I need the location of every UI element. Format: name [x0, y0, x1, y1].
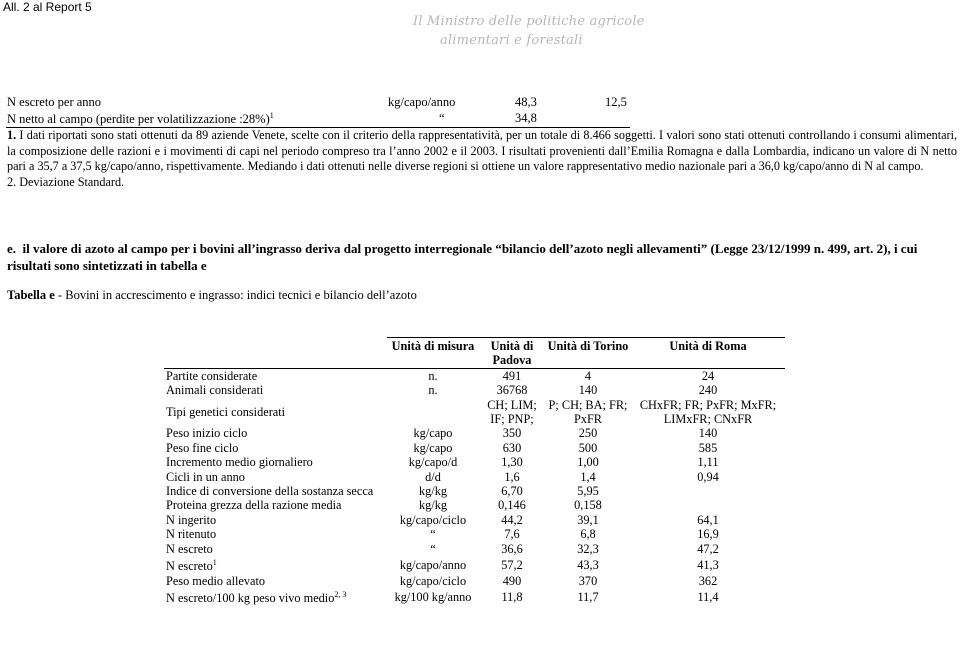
table-row: [164, 588, 785, 606]
row-padova: [479, 527, 545, 541]
table-row: [164, 513, 785, 527]
row-roma: [631, 383, 785, 397]
row-unit: [387, 426, 479, 440]
row-unit-text: kg/capo/ciclo: [399, 573, 467, 588]
row-label: [164, 574, 387, 588]
row-label-text: Peso inizio ciclo: [166, 426, 248, 441]
row-roma: [631, 588, 785, 606]
row-torino-text: 11,7: [577, 589, 599, 604]
row-torino: [545, 588, 631, 606]
row-torino-text: 140: [578, 383, 598, 398]
row-unit-text: “: [430, 541, 436, 556]
table-caption-text: - Bovini in accrescimento e ingrasso: indici tecnici e bilancio dell’azoto: [54, 288, 417, 302]
row-unit: [387, 556, 479, 574]
row-torino-text: 32,3: [577, 541, 599, 556]
row-padova: [479, 368, 545, 383]
row-n-escreto-value2: 12,5: [605, 95, 627, 109]
row-unit: [387, 368, 479, 383]
row-padova-text: 491: [502, 368, 522, 383]
row-roma-text: 0,94: [697, 469, 719, 484]
row-padova-text: 57,2: [501, 557, 523, 572]
row-unit-text: kg/capo/anno: [399, 557, 467, 572]
table-row: [164, 498, 785, 512]
row-padova-text: 0,146: [498, 498, 526, 513]
row-unit-text: “: [430, 527, 436, 542]
note-1-text: I dati riportati sono stati ottenuti da 89 aziende Venete, scelte con il criterio della rappresentatività, per un totale di 8.466 soggetti. I valori sono stati ottenuti controllando i consumi alimentari, la composizione delle razioni e i movimenti di capi nel periodo compreso tra l’anno 2002 e il 2003. I risultati provenienti dall’Emilia Romagna e dalla Lombardia, indicano un valore di N netto pari a 35,7 a 37,5 kg/capo/anno, rispettivamente. Mediando i dati ottenuti nelle diverse regioni si ottiene un valore rappresentativo medio nazionale pari a 36,0 kg/capo/anno di N al campo.: [7, 128, 957, 174]
row-unit-text: kg/capo: [413, 426, 453, 441]
row-label-text: Indice di conversione della sostanza secca: [166, 484, 374, 499]
table-caption: [7, 288, 417, 303]
row-roma-text: 24: [701, 368, 715, 383]
row-label: [164, 398, 387, 427]
row-padova: [479, 426, 545, 440]
row-label-sup: 1: [212, 558, 217, 568]
row-roma-text: 41,3: [697, 557, 719, 572]
row-label-text: N escreto: [166, 559, 213, 574]
notes-block: [7, 128, 957, 190]
row-padova-text: 7,6: [504, 527, 520, 542]
row-roma: [631, 574, 785, 588]
row-n-escreto-unit: kg/capo/anno: [388, 95, 456, 109]
row-label-text: Incremento medio giornaliero: [166, 455, 313, 470]
row-n-netto-label: N netto al campo (perdite per volatilizzazione :28%): [7, 112, 270, 127]
row-unit: [387, 513, 479, 527]
section-e: [7, 240, 957, 274]
row-torino: [545, 455, 631, 469]
row-padova: [479, 574, 545, 588]
row-roma-text: 16,9: [697, 527, 719, 542]
row-torino: [545, 527, 631, 541]
row-label: [164, 556, 387, 574]
row-n-netto-value1: 34,8: [515, 111, 537, 125]
row-padova-text: 1,6: [504, 469, 520, 484]
row-unit: [387, 398, 479, 427]
row-torino: [545, 498, 631, 512]
row-torino-text: 1,4: [580, 469, 596, 484]
row-label-text: Partite considerate: [166, 368, 258, 383]
row-torino-text: 4: [584, 368, 592, 383]
row-label-text: Tipi genetici considerati: [166, 404, 286, 419]
row-roma: [631, 470, 785, 484]
data-table: [164, 337, 785, 606]
row-label-text: N escreto: [166, 541, 213, 556]
row-label: [164, 383, 387, 397]
row-unit-text: n.: [428, 383, 438, 398]
row-torino: [545, 398, 631, 427]
row-label: [164, 527, 387, 541]
row-padova-text: 36768: [496, 383, 528, 398]
row-torino-text: 250: [578, 426, 598, 441]
row-label-sup: 2, 3: [334, 590, 347, 599]
attachment-label: All. 2 al Report 5: [3, 0, 92, 14]
row-unit: [387, 498, 479, 512]
row-padova: [479, 470, 545, 484]
row-torino-text: 6,8: [580, 527, 596, 542]
row-unit-text: kg/capo/ciclo: [399, 512, 467, 527]
row-roma: [631, 498, 785, 512]
row-roma: [631, 426, 785, 440]
note-1: [7, 128, 957, 175]
table-row: [164, 470, 785, 484]
row-roma-text: 362: [698, 573, 718, 588]
row-roma-text: 585: [698, 440, 718, 455]
row-n-netto-unit: “: [439, 111, 445, 125]
table-row: [164, 426, 785, 440]
row-roma: [631, 527, 785, 541]
row-unit: [387, 441, 479, 455]
row-label-text: Proteina grezza della razione media: [166, 498, 342, 513]
row-torino: [545, 426, 631, 440]
header-torino: Unità di Torino: [545, 338, 631, 369]
row-roma: [631, 441, 785, 455]
header-padova: Unità di Padova: [479, 338, 545, 369]
row-unit: [387, 470, 479, 484]
row-torino: [545, 383, 631, 397]
row-label: [164, 542, 387, 556]
row-label-text: N ingerito: [166, 512, 217, 527]
table-caption-label: Tabella e: [7, 288, 55, 302]
row-label-text: N ritenuto: [166, 527, 217, 542]
row-roma: [631, 484, 785, 498]
row-unit: [387, 527, 479, 541]
table-row: [164, 368, 785, 383]
row-padova-text: 11,8: [501, 589, 523, 604]
row-unit: [387, 542, 479, 556]
row-roma: [631, 368, 785, 383]
row-unit-text: kg/capo/d: [408, 455, 458, 470]
note-2: 2. Deviazione Standard.: [7, 174, 125, 189]
row-unit-text: n.: [428, 368, 438, 383]
row-label-text: Peso medio allevato: [166, 573, 266, 588]
table-row: [164, 398, 785, 427]
row-unit-text: d/d: [425, 469, 441, 484]
row-torino-text: P; CH; BA; FR; PxFR: [548, 397, 628, 427]
row-padova: [479, 398, 545, 427]
row-torino: [545, 470, 631, 484]
row-padova: [479, 542, 545, 556]
row-padova-text: 1,30: [501, 455, 523, 470]
row-padova: [479, 455, 545, 469]
row-roma-text: 1,11: [697, 455, 719, 470]
row-unit-text: kg/capo: [413, 440, 453, 455]
row-padova: [479, 383, 545, 397]
row-n-escreto-label: N escreto per anno: [7, 95, 102, 109]
section-e-text: il valore di azoto al campo per i bovini all’ingrasso deriva dal progetto interregionale “bilancio dell’azoto negli allevamenti” (Legge 23/12/1999 n. 499, art. 2), i cui risultati sono sintetizzati in tabella e: [7, 241, 918, 273]
row-label-text: Cicli in un anno: [166, 469, 245, 484]
header-empty: [164, 338, 387, 369]
row-n-netto: [7, 111, 274, 127]
row-unit-text: kg/kg: [418, 498, 447, 513]
row-label: [164, 368, 387, 383]
row-roma-text: 47,2: [697, 541, 719, 556]
row-label-text: Animali considerati: [166, 383, 264, 398]
row-label-text: Peso fine ciclo: [166, 440, 239, 455]
row-torino-text: 5,95: [577, 484, 599, 499]
table-row: [164, 484, 785, 498]
header-unita-misura: Unità di misura: [387, 338, 479, 369]
row-roma-text: 140: [698, 426, 718, 441]
row-unit: [387, 455, 479, 469]
row-unit: [387, 484, 479, 498]
row-n-netto-sup: 1: [269, 111, 274, 120]
row-roma: [631, 513, 785, 527]
row-label: [164, 470, 387, 484]
table-row: [164, 574, 785, 588]
row-padova: [479, 498, 545, 512]
row-unit: [387, 383, 479, 397]
row-padova: [479, 441, 545, 455]
row-label: [164, 513, 387, 527]
row-torino: [545, 574, 631, 588]
table-row: [164, 556, 785, 574]
table-row: [164, 383, 785, 397]
row-label: [164, 441, 387, 455]
row-unit: [387, 574, 479, 588]
row-unit-text: kg/kg: [418, 484, 447, 499]
table-row: [164, 455, 785, 469]
row-label-text: N escreto/100 kg peso vivo medio: [166, 591, 335, 606]
row-torino-text: 370: [578, 573, 598, 588]
row-unit-text: kg/100 kg/anno: [394, 589, 472, 604]
row-label: [164, 426, 387, 440]
row-torino-text: 39,1: [577, 512, 599, 527]
row-roma: [631, 542, 785, 556]
table-row: [164, 441, 785, 455]
row-torino: [545, 441, 631, 455]
row-label: [164, 484, 387, 498]
row-label: [164, 498, 387, 512]
row-padova-text: CH; LIM; IF; PNP;: [487, 397, 537, 427]
row-roma-text: 11,4: [697, 589, 719, 604]
row-torino: [545, 368, 631, 383]
row-padova-text: 44,2: [501, 512, 523, 527]
row-label: [164, 588, 387, 606]
row-padova: [479, 513, 545, 527]
row-torino-text: 1,00: [577, 455, 599, 470]
row-n-escreto-value1: 48,3: [515, 95, 537, 109]
section-e-letter: e.: [7, 241, 17, 256]
row-torino-text: 500: [578, 440, 598, 455]
row-torino: [545, 556, 631, 574]
note-1-number: 1.: [7, 128, 17, 142]
table-row: [164, 542, 785, 556]
row-torino: [545, 513, 631, 527]
table-row: [164, 527, 785, 541]
row-padova-text: 350: [502, 426, 522, 441]
row-padova: [479, 556, 545, 574]
row-torino-text: 0,158: [574, 498, 602, 513]
row-torino: [545, 542, 631, 556]
row-roma: [631, 455, 785, 469]
row-padova-text: 490: [502, 573, 522, 588]
row-torino: [545, 484, 631, 498]
ministry-header-line1: Il Ministro delle politiche agricole: [413, 14, 645, 29]
row-unit: [387, 588, 479, 606]
row-padova-text: 630: [502, 440, 522, 455]
ministry-header-line2: alimentari e forestali: [440, 33, 583, 48]
row-roma-text: 64,1: [697, 512, 719, 527]
row-roma: [631, 398, 785, 427]
row-padova: [479, 588, 545, 606]
row-torino-text: 43,3: [577, 557, 599, 572]
row-padova: [479, 484, 545, 498]
row-padova-text: 36,6: [501, 541, 523, 556]
table-header-row: [164, 338, 785, 369]
header-roma: Unità di Roma: [631, 338, 785, 369]
row-label: [164, 455, 387, 469]
row-padova-text: 6,70: [501, 484, 523, 499]
row-roma: [631, 556, 785, 574]
row-roma-text: CHxFR; FR; PxFR; MxFR; LIMxFR; CNxFR: [639, 397, 777, 427]
row-roma-text: 240: [698, 383, 718, 398]
